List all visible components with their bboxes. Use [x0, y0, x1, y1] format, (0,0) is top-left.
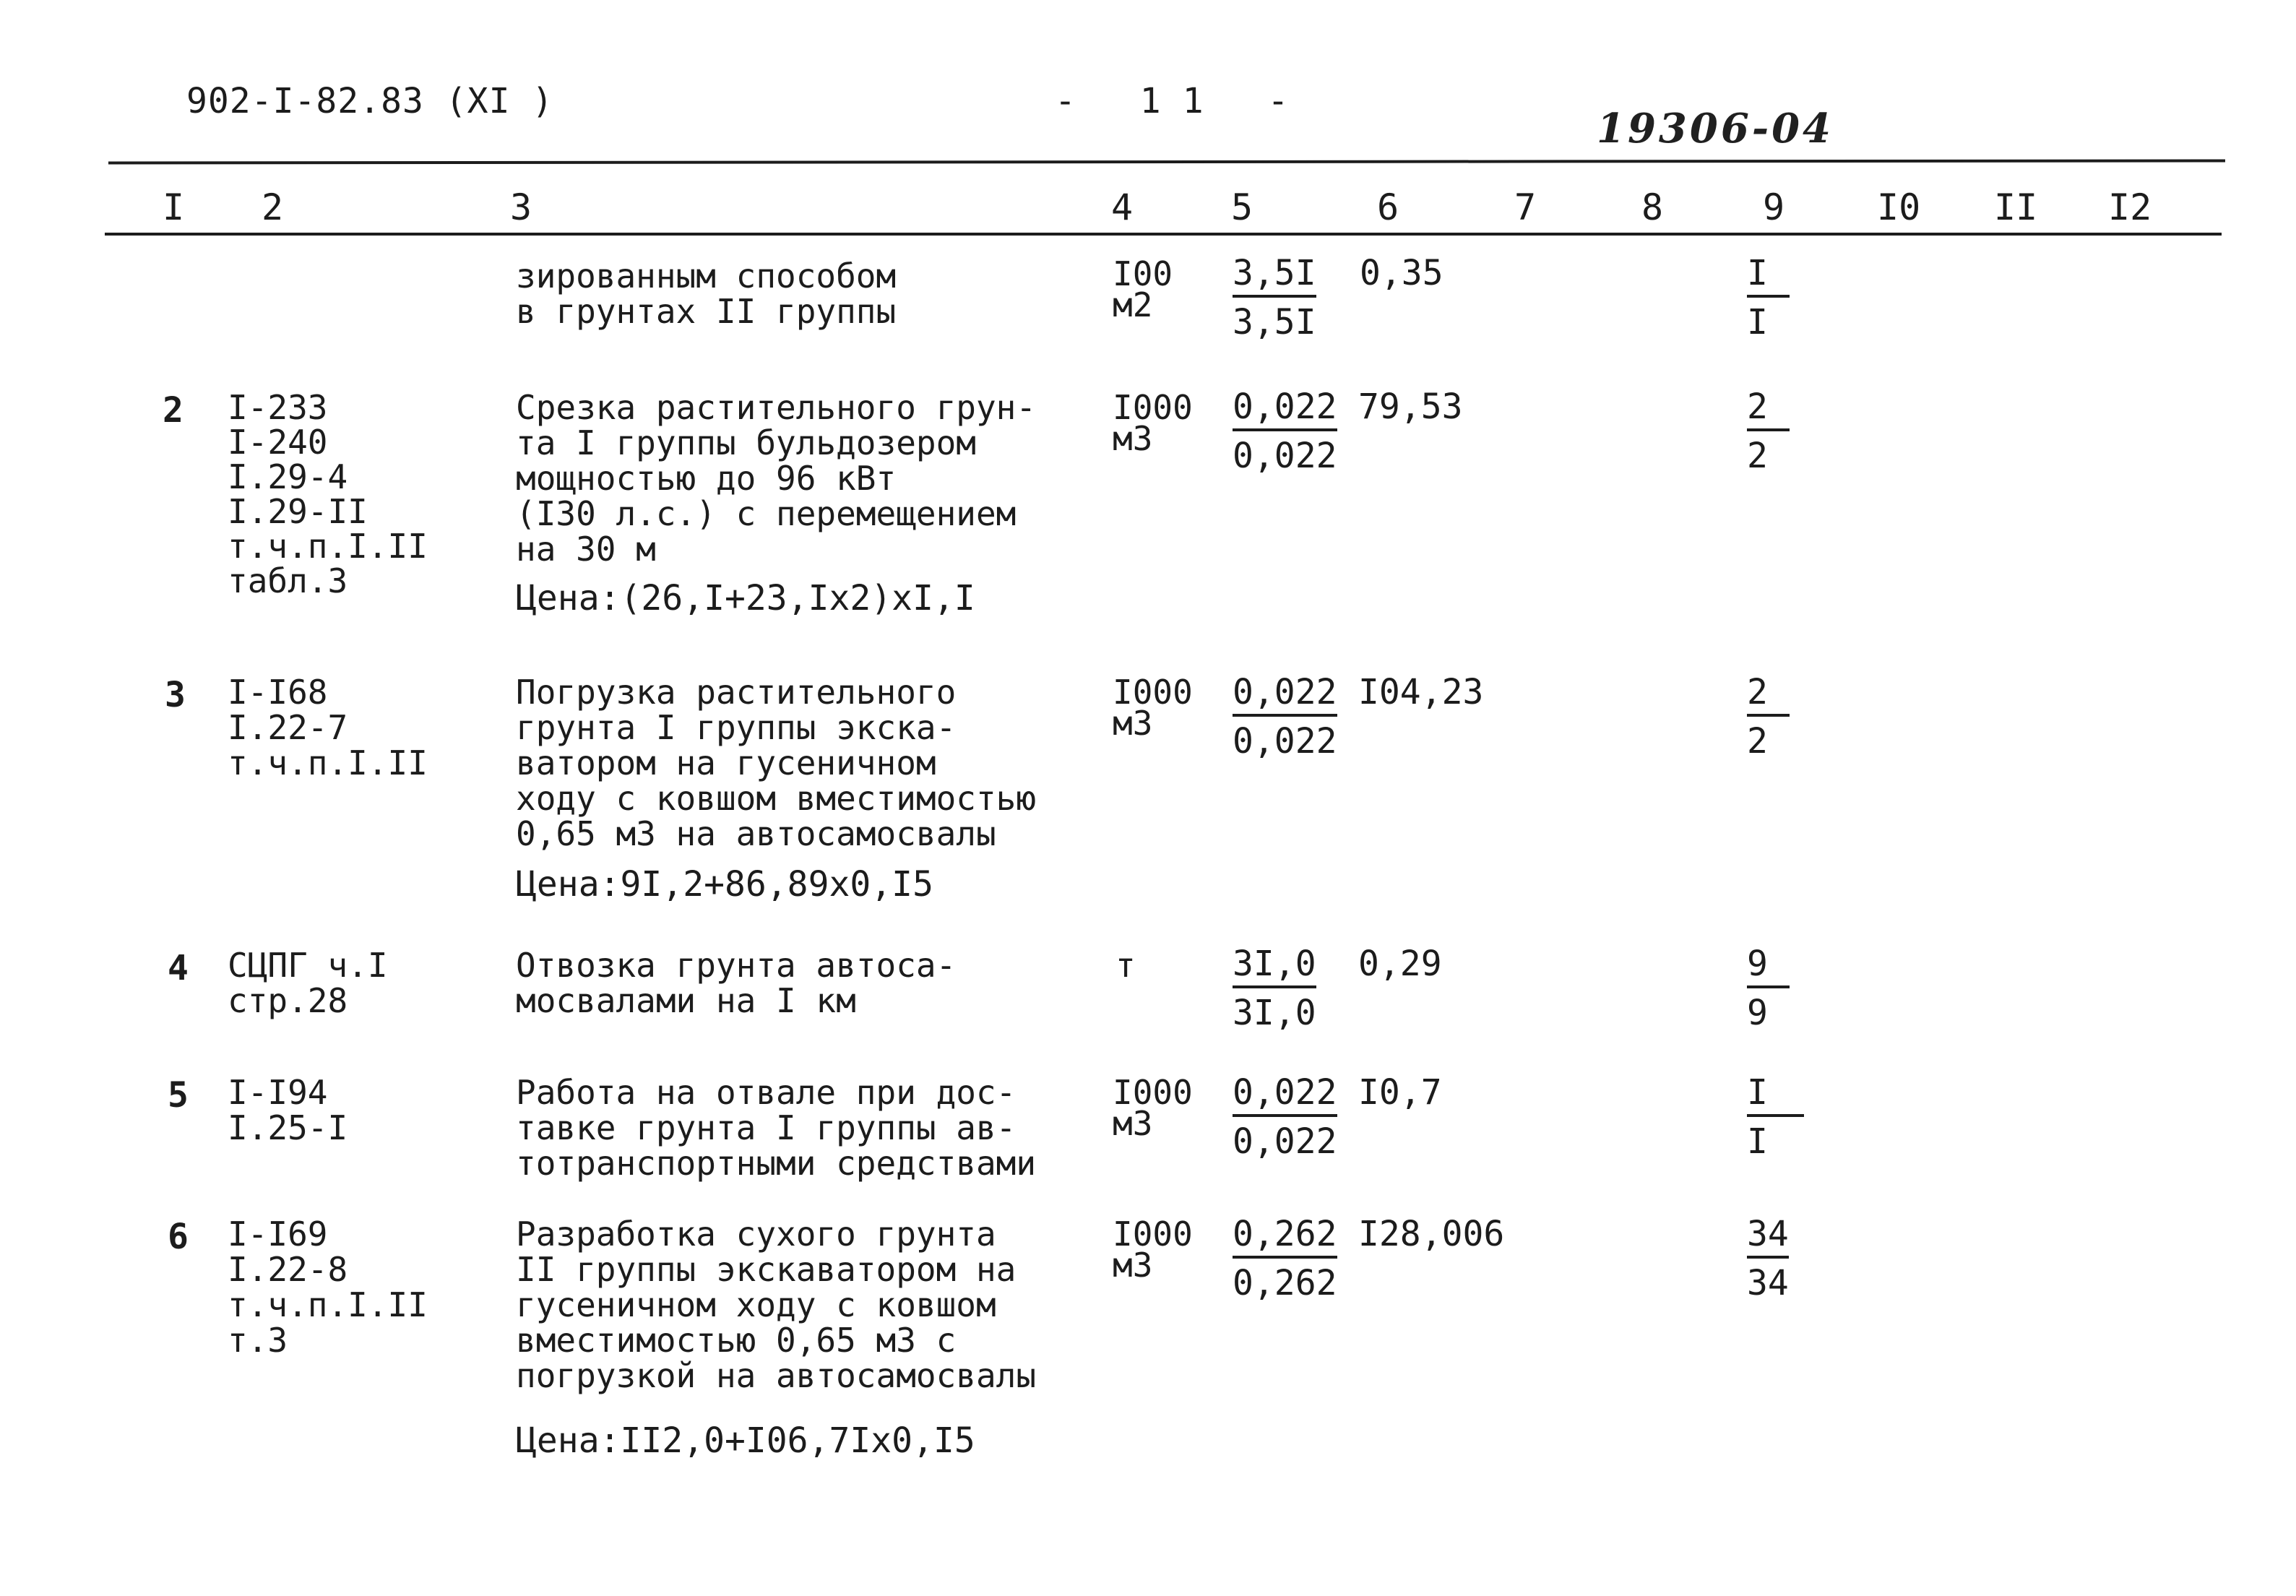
row-price: 79,53 — [1358, 387, 1463, 427]
row-col9: I I — [1747, 1072, 1804, 1162]
column-header-10: I0 — [1877, 186, 1921, 228]
row-unit: I000 м3 — [1113, 1215, 1193, 1285]
row-description: Погрузка растительного грунта I группы экска- ватором на гусеничном ходу с ковшом вместимостью 0,65 м3 на автосамосвалы — [516, 673, 1037, 853]
row-number: 5 — [168, 1075, 189, 1116]
top-rule — [108, 159, 2225, 164]
column-header-11: II — [1994, 186, 2038, 228]
handwritten-number: 19306-04 — [1597, 105, 1834, 152]
row-col9: 9 9 — [1747, 944, 1790, 1033]
row-code: I-233 I-240 I.29-4 I.29-II т.ч.п.I.II табл.3 — [228, 388, 428, 600]
row-number: 6 — [168, 1217, 189, 1257]
row-col9: 2 2 — [1747, 387, 1790, 476]
price-note: Цена:9I,2+86,89x0,I5 — [516, 864, 933, 905]
row-col9: 2 2 — [1747, 672, 1790, 762]
row-description: Отвозка грунта автоса- мосвалами на I км — [516, 946, 957, 1020]
row-quantity: 3,5I 3,5I — [1233, 253, 1316, 342]
row-number: 2 — [163, 390, 184, 431]
row-unit: I000 м3 — [1113, 673, 1193, 743]
row-unit: т — [1115, 946, 1136, 985]
row-description: зированным способом в грунтах II группы — [516, 256, 897, 331]
row-price: I0,7 — [1358, 1072, 1442, 1113]
row-quantity: 3I,0 3I,0 — [1233, 944, 1316, 1033]
column-header-2: 2 — [262, 186, 284, 228]
row-unit: I00 м2 — [1113, 254, 1173, 324]
column-header-1: I — [163, 186, 185, 228]
row-code: I-I94 I.25-I — [228, 1073, 348, 1147]
row-code: I-I68 I.22-7 т.ч.п.I.II — [228, 673, 428, 782]
row-description: Работа на отвале при дос- тавке грунта I группы ав- тотранспортными средствами — [516, 1073, 1037, 1183]
row-price: I28,006 — [1358, 1214, 1505, 1254]
column-header-9: 9 — [1763, 186, 1785, 228]
row-description: Разработка сухого грунта II группы экскаватором на гусеничном ходу с ковшом вместимостью 0,65 м3 с погрузкой на автосамосвалы — [516, 1215, 1037, 1395]
price-note: Цена:II2,0+I06,7Ix0,I5 — [516, 1420, 975, 1461]
row-unit: I000 м3 — [1113, 1073, 1193, 1143]
row-quantity: 0,022 0,022 — [1233, 672, 1337, 762]
column-header-6: 6 — [1377, 186, 1399, 228]
row-price: I04,23 — [1358, 672, 1484, 712]
header-rule — [105, 233, 2222, 236]
row-quantity: 0,022 0,022 — [1233, 1072, 1337, 1162]
price-note: Цена:(26,I+23,Ix2)xI,I — [516, 578, 975, 618]
row-quantity: 0,262 0,262 — [1233, 1214, 1337, 1303]
column-header-7: 7 — [1514, 186, 1537, 228]
column-header-4: 4 — [1111, 186, 1134, 228]
row-number: 3 — [165, 675, 186, 715]
column-header-8: 8 — [1641, 186, 1664, 228]
row-code: СЦПГ ч.I стр.28 — [228, 946, 388, 1020]
column-header-5: 5 — [1231, 186, 1253, 228]
page-number: - 11 - — [1055, 81, 1311, 121]
row-quantity: 0,022 0,022 — [1233, 387, 1337, 476]
row-price: 0,29 — [1358, 944, 1442, 984]
row-description: Срезка растительного грун- та I группы бульдозером мощностью до 96 кВт (I30 л.с.) с перемещением на 30 м — [516, 388, 1037, 569]
column-header-3: 3 — [510, 186, 532, 228]
row-price: 0,35 — [1360, 253, 1443, 293]
row-code: I-I69 I.22-8 т.ч.п.I.II т.3 — [228, 1215, 428, 1360]
row-number: 4 — [168, 948, 189, 988]
document-code: 902-I-82.83 (XI ) — [186, 81, 554, 121]
column-header-12: I2 — [2108, 186, 2152, 228]
row-col9: I I — [1747, 253, 1790, 342]
row-unit: I000 м3 — [1113, 388, 1193, 458]
row-col9: 34 34 — [1747, 1214, 1789, 1303]
